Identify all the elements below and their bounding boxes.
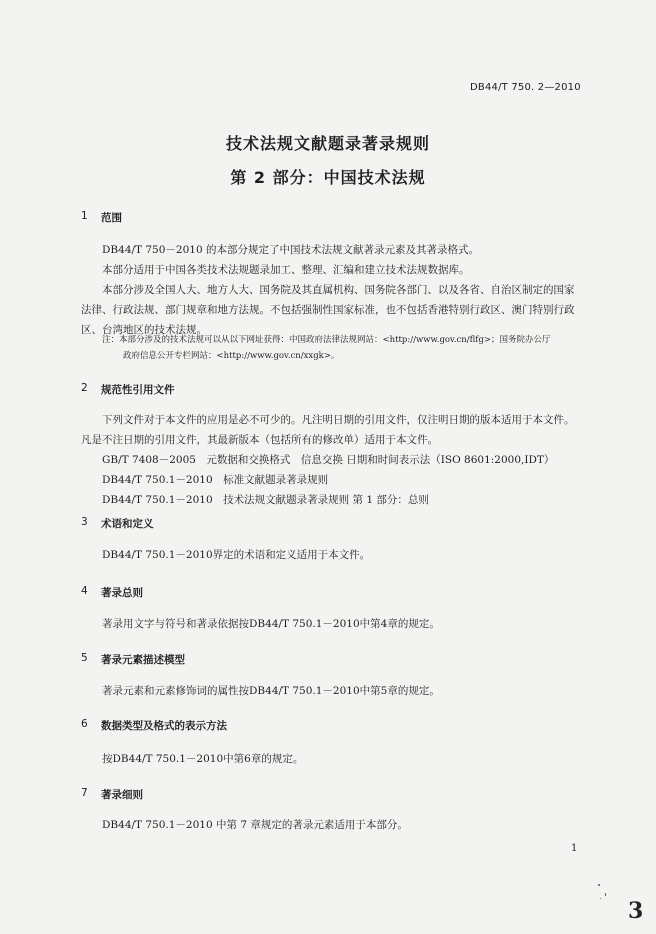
- handwritten-page-number: 3: [628, 898, 644, 924]
- reference-item: GB/T 7408－2005 元数据和交换格式 信息交换 日期和时间表示法（ISO 8601:2000,IDT）: [102, 454, 555, 466]
- section-number: 4: [81, 585, 88, 597]
- scan-speck: [600, 898, 601, 899]
- paragraph: DB44/T 750.1－2010界定的术语和定义适用于本文件。: [102, 549, 371, 561]
- section-number: 5: [81, 652, 88, 664]
- section-title-data-types: 数据类型及格式的表示方法: [101, 720, 227, 732]
- section-number: 2: [81, 382, 88, 394]
- reference-item: DB44/T 750.1－2010 标准文献题录著录规则: [102, 474, 329, 486]
- paragraph: 著录用文字与符号和著录依据按DB44/T 750.1－2010中第4章的规定。: [102, 618, 440, 630]
- paragraph: 著录元素和元素修饰词的属性按DB44/T 750.1－2010中第5章的规定。: [102, 685, 440, 697]
- paragraph: DB44/T 750.1－2010 中第 7 章规定的著录元素适用于本部分。: [102, 819, 408, 831]
- section-title-general-rules: 著录总则: [101, 587, 143, 599]
- paragraph: 下列文件对于本文件的应用是必不可少的。凡注明日期的引用文件，仅注明日期的版本适用于本文件。凡是不注日期的引用文件，其最新版本（包括所有的修改单）适用于本文件。: [81, 414, 575, 446]
- scan-speck: [598, 884, 600, 886]
- section-title-terms: 术语和定义: [101, 518, 154, 530]
- standard-code: DB44/T 750. 2—2010: [470, 82, 581, 93]
- paragraph: 按DB44/T 750.1－2010中第6章的规定。: [102, 753, 304, 765]
- section-number: 6: [81, 718, 88, 730]
- section-number: 7: [81, 787, 88, 799]
- document-subtitle: 第 2 部分：中国技术法规: [230, 168, 426, 187]
- section-title-scope: 范围: [101, 212, 122, 224]
- note-line: 注：本部分涉及的技术法规可以从以下网址获得：中国政府法律法规网站：<http://www.gov.cn/flfg>；国务院办公厅: [102, 335, 551, 345]
- section-title-element-model: 著录元素描述模型: [101, 654, 185, 666]
- section-title-rules-detail: 著录细则: [101, 789, 143, 801]
- page-number: 1: [571, 843, 578, 854]
- paragraph: DB44/T 750－2010 的本部分规定了中国技术法规文献著录元素及其著录格式。: [102, 244, 479, 256]
- section-number: 1: [81, 210, 88, 222]
- reference-item: DB44/T 750.1－2010 技术法规文献题录著录规则 第 1 部分：总则: [102, 494, 429, 506]
- scan-speck: [605, 893, 606, 896]
- note-line: 政府信息公开专栏网站：<http://www.gov.cn/xxgk>。: [123, 351, 340, 361]
- paragraph: 本部分适用于中国各类技术法规题录加工、整理、汇编和建立技术法规数据库。: [102, 264, 470, 276]
- section-title-normative-references: 规范性引用文件: [101, 384, 175, 396]
- paragraph: 本部分涉及全国人大、地方人大、国务院及其直属机构、国务院各部门、以及各省、自治区制定的国家法律、行政法规、部门规章和地方法规。不包括强制性国家标准，也不包括香港特别行政区、澳门特别行政区、台湾地区的技术法规。: [81, 284, 575, 336]
- section-number: 3: [81, 516, 88, 528]
- document-title: 技术法规文献题录著录规则: [225, 134, 430, 153]
